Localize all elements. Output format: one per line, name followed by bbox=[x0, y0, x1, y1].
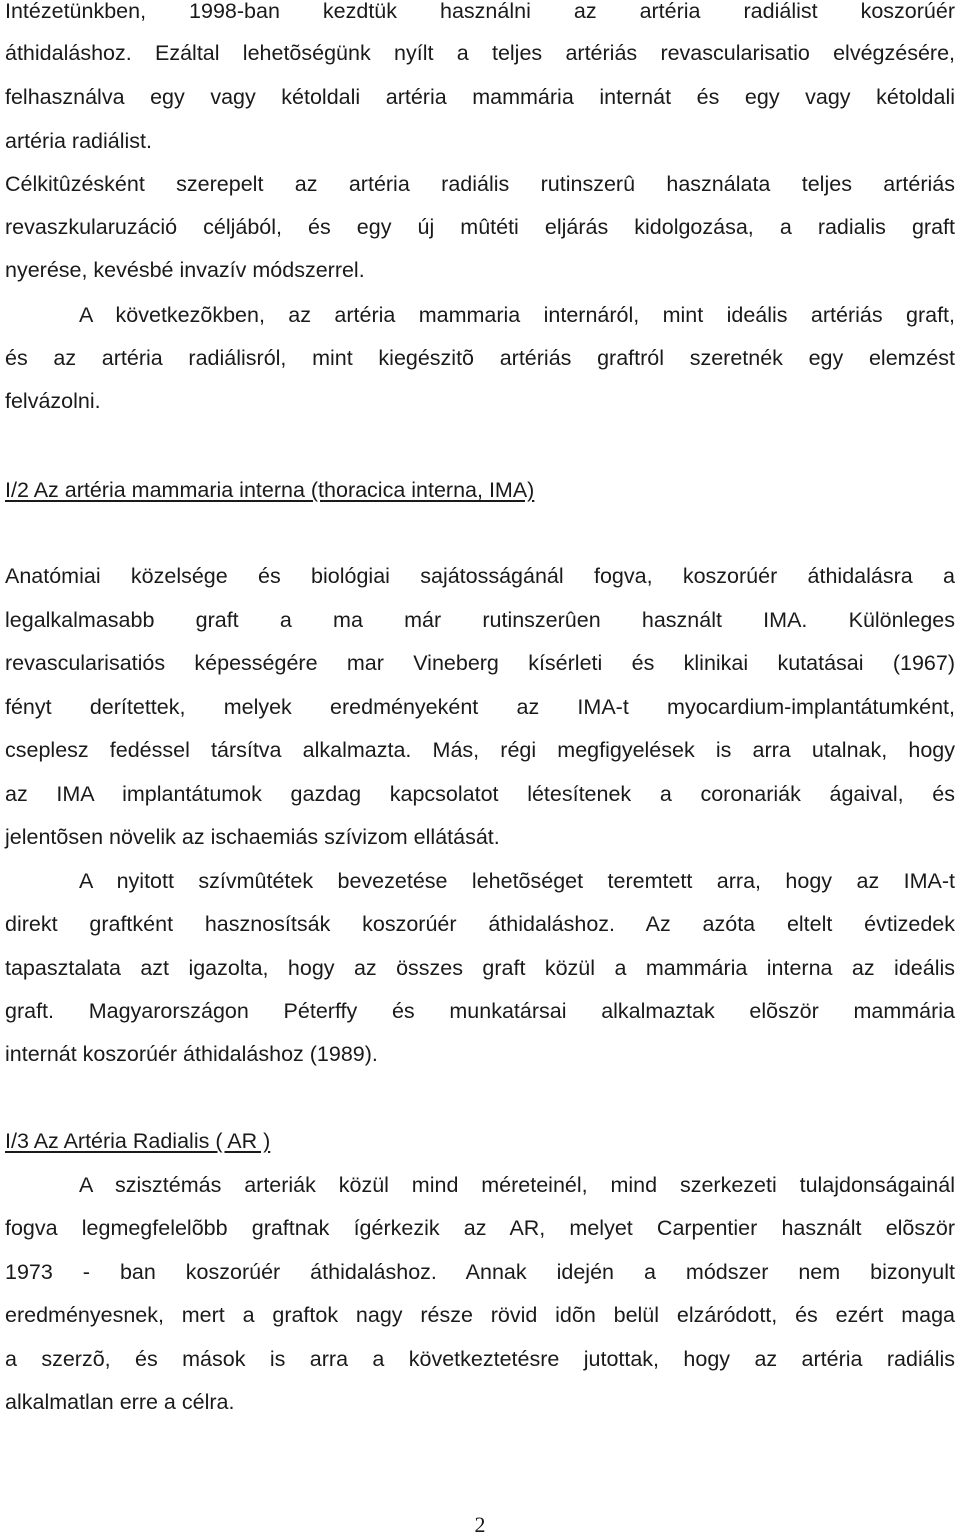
body-line: tapasztalata azt igazolta, hogy az összes graft közül a mammária interna az ideális bbox=[5, 956, 955, 980]
body-line: jelentõsen növelik az ischaemiás szívizom ellátását. bbox=[5, 825, 500, 849]
body-line: fogva legmegfelelõbb graftnak ígérkezik az AR, melyet Carpentier használt elõször bbox=[5, 1216, 955, 1240]
body-line: felhasználva egy vagy kétoldali artéria mammária internát és egy vagy kétoldali bbox=[5, 85, 955, 109]
body-line: cseplesz fedéssel társítva alkalmazta. Más, régi megfigyelések is arra utalnak, hogy bbox=[5, 738, 955, 762]
body-line: direkt graftként hasznosítsák koszorúér áthidaláshoz. Az azóta eltelt évtizedek bbox=[5, 912, 955, 936]
body-line: alkalmatlan erre a célra. bbox=[5, 1390, 235, 1414]
body-line: és az artéria radiálisról, mint kiegészitõ artériás graftról szeretnék egy elemzést bbox=[5, 346, 955, 370]
body-line: graft. Magyarországon Péterffy és munkatársai alkalmaztak elõször mammária bbox=[5, 999, 955, 1023]
body-line: eredményesnek, mert a graftok nagy része rövid idõn belül elzáródott, és ezért maga bbox=[5, 1303, 955, 1327]
body-line: felvázolni. bbox=[5, 389, 101, 413]
body-line: fényt derítettek, melyek eredményeként az IMA-t myocardium-implantátumként, bbox=[5, 695, 955, 719]
body-line: legalkalmasabb graft a ma már rutinszerûen használt IMA. Különleges bbox=[5, 608, 955, 632]
section-heading: I/3 Az Artéria Radialis ( AR ) bbox=[5, 1129, 271, 1153]
body-line: Célkitûzésként szerepelt az artéria radiális rutinszerû használata teljes artériás bbox=[5, 172, 955, 196]
page-number: 2 bbox=[474, 1512, 486, 1537]
body-line: A nyitott szívmûtétek bevezetése lehetõséget teremtett arra, hogy az IMA-t bbox=[79, 869, 955, 893]
body-line: áthidaláshoz. Ezáltal lehetõségünk nyílt a teljes artériás revascularisatio elvégzésére, bbox=[5, 41, 955, 65]
body-line: A következõkben, az artéria mammaria internáról, mint ideális artériás graft, bbox=[79, 303, 955, 327]
body-line: 1973 - ban koszorúér áthidaláshoz. Annak idején a módszer nem bizonyult bbox=[5, 1260, 955, 1284]
body-line: artéria radiálist. bbox=[5, 129, 152, 153]
body-line: A szisztémás arteriák közül mind méreteinél, mind szerkezeti tulajdonságainál bbox=[79, 1173, 955, 1197]
body-line: Intézetünkben, 1998-ban kezdtük használni az artéria radiálist koszorúér bbox=[5, 0, 955, 23]
body-line: internát koszorúér áthidaláshoz (1989). bbox=[5, 1042, 378, 1066]
section-heading: I/2 Az artéria mammaria interna (thoracica interna, IMA) bbox=[5, 478, 535, 502]
body-line: a szerzõ, és mások is arra a következtetésre jutottak, hogy az artéria radiális bbox=[5, 1347, 955, 1371]
body-line: az IMA implantátumok gazdag kapcsolatot létesítenek a coronariák ágaival, és bbox=[5, 782, 955, 806]
body-line: revascularisatiós képességére mar Vineberg kísérleti és klinikai kutatásai (1967) bbox=[5, 651, 955, 675]
body-line: revaszkularuzáció céljából, és egy új mûtéti eljárás kidolgozása, a radialis graft bbox=[5, 215, 955, 239]
body-line: nyerése, kevésbé invazív módszerrel. bbox=[5, 258, 365, 282]
body-line: Anatómiai közelsége és biológiai sajátosságánál fogva, koszorúér áthidalásra a bbox=[5, 564, 955, 588]
